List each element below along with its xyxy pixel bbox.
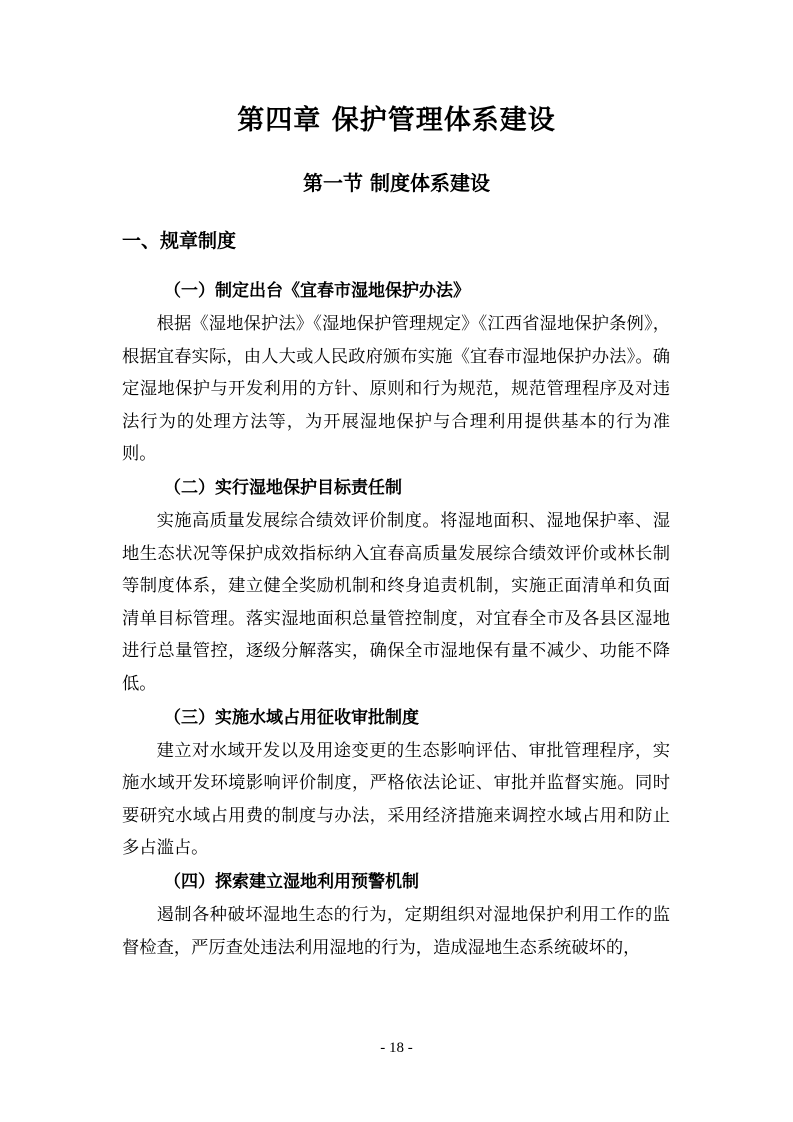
heading-rules: 一、规章制度	[122, 230, 237, 252]
section-title: 第一节 制度体系建设	[303, 171, 490, 195]
body-content	[122, 276, 670, 966]
subsection-heading: （三）实施水域占用征收审批制度	[164, 707, 419, 728]
page-number: - 18 -	[380, 1040, 413, 1056]
paragraph: 实施高质量发展综合绩效评价制度。将湿地面积、湿地保护率、湿地生态状况等保护成效指标纳入宜春高质量发展综合绩效评价或林长制等制度体系，建立健全奖励机制和终身追责机制，实施正面清单和负面清单目标管理。落实湿地面积总量管控制度，对宜春全市及各县区湿地进行总量管控，逐级分解落实，确保全市湿地保有量不减少、功能不降低。	[122, 510, 670, 694]
paragraph: 遏制各种破坏湿地生态的行为，定期组织对湿地保护利用工作的监督检查，严厉查处违法利用湿地的行为，造成湿地生态系统破坏的，	[122, 904, 670, 958]
subsection-heading: （二）实行湿地保护目标责任制	[164, 477, 402, 498]
paragraph: 根据《湿地保护法》《湿地保护管理规定》《江西省湿地保护条例》，根据宜春实际，由人大或人民政府颁布实施《宜春市湿地保护办法》。确定湿地保护与开发利用的方针、原则和行为规范，规范管理程序及对违法行为的处理方法等，为开展湿地保护与合理利用提供基本的行为准则。	[122, 314, 670, 465]
subsection-heading: （四）探索建立湿地利用预警机制	[164, 871, 419, 892]
paragraph: 建立对水域开发以及用途变更的生态影响评估、审批管理程序，实施水域开发环境影响评价制度，严格依法论证、审批并监督实施。同时要研究水域占用费的制度与办法，采用经济措施来调控水域占用和防止多占滥占。	[122, 740, 670, 859]
subsection-heading: （一）制定出台《宜春市湿地保护办法》	[164, 281, 470, 301]
chapter-title: 第四章 保护管理体系建设	[237, 105, 556, 136]
